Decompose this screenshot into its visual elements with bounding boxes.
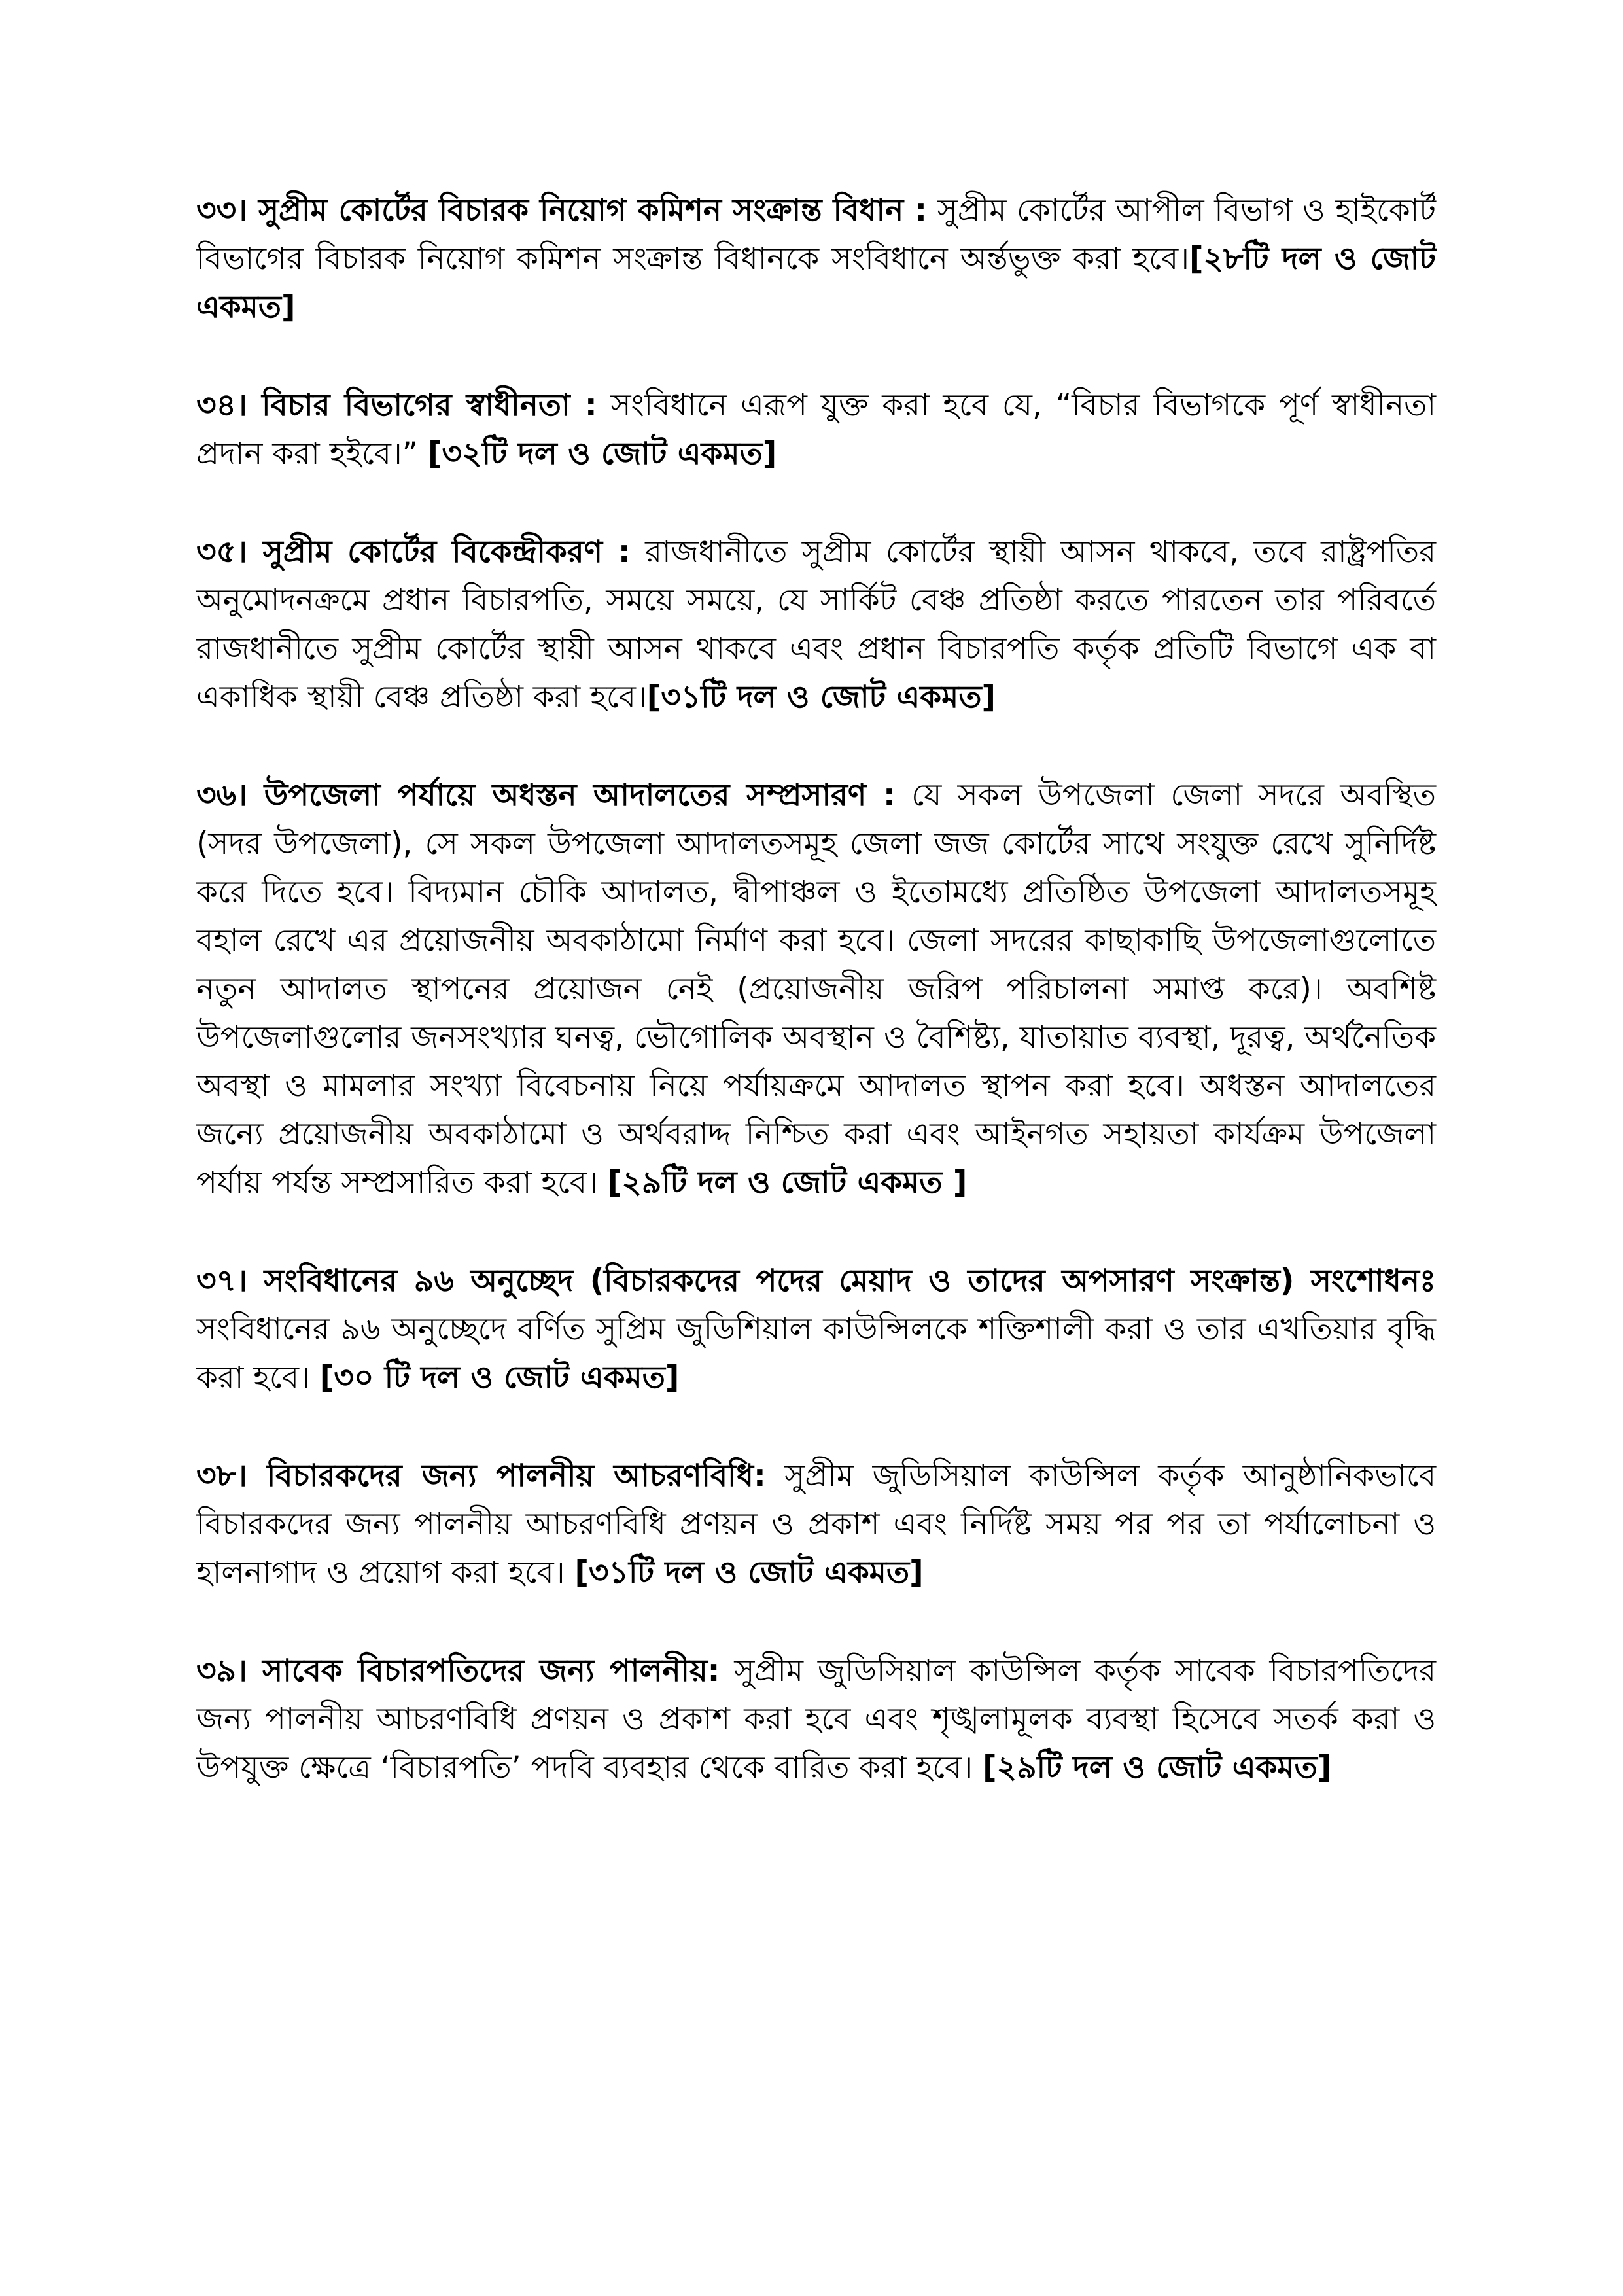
section-38-body: সুপ্রীম জুডিসিয়াল কাউন্সিল কর্তৃক আনুষ্ঠানিকভাবে বিচারকদের জন্য পালনীয় আচরণবিধি প্রণয়ন ও প্রকাশ এবং নির্দিষ্ট সময় পর পর তা পর্যালোচনা ও হালনাগাদ ও প্রয়োগ করা হবে। bbox=[196, 1458, 1437, 1591]
section-33-body: সুপ্রীম কোর্টের আপীল বিভাগ ও হাইকোর্ট বিভাগের বিচারক নিয়োগ কমিশন সংক্রান্ত বিধানকে সংবিধানে অর্ন্তভুক্ত করা হবে। bbox=[196, 192, 1436, 277]
section-35-body: রাজধানীতে সুপ্রীম কোর্টের স্থায়ী আসন থাকবে, তবে রাষ্ট্রপতির অনুমোদনক্রমে প্রধান বিচারপতি, সময়ে সময়ে, যে সার্কিট বেঞ্চ প্রতিষ্ঠা করতে পারতেন তার পরিবর্তে রাজধানীতে সুপ্রীম কোর্টের স্থায়ী আসন থাকবে এবং প্রধান বিচারপতি কর্তৃক প্রতিটি বিভাগে এক বা একাধিক স্থায়ী বেঞ্চ প্রতিষ্ঠা করা হবে। bbox=[196, 534, 1436, 715]
section-38-consensus: [৩১টি দল ও জোট একমত] bbox=[574, 1555, 924, 1591]
section-39 bbox=[196, 1647, 1436, 1792]
section-39-body: সুপ্রীম জুডিসিয়াল কাউন্সিল কর্তৃক সাবেক বিচারপতিদের জন্য পালনীয় আচরণবিধি প্রণয়ন ও প্রকাশ করা হবে এবং শৃঙ্খলামূলক ব্যবস্থা হিসেবে সতর্ক করা ও উপযুক্ত ক্ষেত্রে ‘বিচারপতি’ পদবি ব্যবহার থেকে বারিত করা হবে। bbox=[196, 1653, 1436, 1786]
section-36-heading: ৩৬। উপজেলা পর্যায়ে অধস্তন আদালতের সম্প্রসারণ : bbox=[196, 777, 896, 813]
section-33-consensus: [২৮টি দল ও জোট একমত] bbox=[196, 241, 1436, 325]
section-34 bbox=[196, 381, 1436, 478]
section-36-consensus: [২৯টি দল ও জোট একমত ] bbox=[607, 1165, 968, 1201]
section-36 bbox=[196, 771, 1436, 1207]
section-37-consensus: [৩০ টি দল ও জোট একমত] bbox=[319, 1360, 680, 1396]
section-37-heading: ৩৭। সংবিধানের ৯৬ অনুচ্ছেদ (বিচারকদের পদের মেয়াদ ও তাদের অপসারণ সংক্রান্ত) সংশোধনঃ bbox=[196, 1263, 1436, 1299]
section-38-heading: ৩৮। বিচারকদের জন্য পালনীয় আচরণবিধি: bbox=[196, 1458, 766, 1494]
section-35 bbox=[196, 528, 1436, 722]
section-33-heading: ৩৩। সুপ্রীম কোর্টের বিচারক নিয়োগ কমিশন সংক্রান্ত বিধান : bbox=[196, 192, 928, 228]
section-34-body: সংবিধানে এরূপ যুক্ত করা হবে যে, “বিচার বিভাগকে পূর্ণ স্বাধীনতা প্রদান করা হইবে।” bbox=[196, 387, 1436, 472]
section-39-consensus: [২৯টি দল ও জোট একমত] bbox=[983, 1750, 1332, 1786]
section-36-body: যে সকল উপজেলা জেলা সদরে অবস্থিত (সদর উপজেলা), সে সকল উপজেলা আদালতসমূহ জেলা জজ কোর্টের সাথে সংযুক্ত রেখে সুনির্দিষ্ট করে দিতে হবে। বিদ্যমান চৌকি আদালত, দ্বীপাঞ্চল ও ইতোমধ্যে প্রতিষ্ঠিত উপজেলা আদালতসমূহ বহাল রেখে এর প্রয়োজনীয় অবকাঠামো নির্মাণ করা হবে। জেলা সদরের কাছাকাছি উপজেলাগুলোতে নতুন আদালত স্থাপনের প্রয়োজন নেই (প্রয়োজনীয় জরিপ পরিচালনা সমাপ্ত করে)। অবশিষ্ট উপজেলাগুলোর জনসংখ্যার ঘনত্ব, ভৌগোলিক অবস্থান ও বৈশিষ্ট্য, যাতায়াত ব্যবস্থা, দূরত্ব, অর্থনৈতিক অবস্থা ও মামলার সংখ্যা বিবেচনায় নিয়ে পর্যায়ক্রমে আদালত স্থাপন করা হবে। অধস্তন আদালতের জন্যে প্রয়োজনীয় অবকাঠামো ও অর্থবরাদ্দ নিশ্চিত করা এবং আইনগত সহায়তা কার্যক্রম উপজেলা পর্যায় পর্যন্ত সম্প্রসারিত করা হবে। bbox=[196, 777, 1436, 1201]
section-39-heading: ৩৯। সাবেক বিচারপতিদের জন্য পালনীয়: bbox=[196, 1653, 720, 1689]
section-38 bbox=[196, 1452, 1436, 1597]
section-35-heading: ৩৫। সুপ্রীম কোর্টের বিকেন্দ্রীকরণ : bbox=[196, 534, 631, 570]
document-page bbox=[196, 186, 1436, 1792]
section-34-consensus: [৩২টি দল ও জোট একমত] bbox=[427, 436, 777, 472]
section-37 bbox=[196, 1257, 1436, 1402]
section-34-heading: ৩৪। বিচার বিভাগের স্বাধীনতা : bbox=[196, 387, 597, 423]
section-35-consensus: [৩১টি দল ও জোট একমত] bbox=[646, 679, 996, 715]
section-33 bbox=[196, 186, 1436, 332]
section-37-body: সংবিধানের ৯৬ অনুচ্ছেদে বর্ণিত সুপ্রিম জুডিশিয়াল কাউন্সিলকে শক্তিশালী করা ও তার এখতিয়ার বৃদ্ধি করা হবে। bbox=[196, 1311, 1436, 1396]
